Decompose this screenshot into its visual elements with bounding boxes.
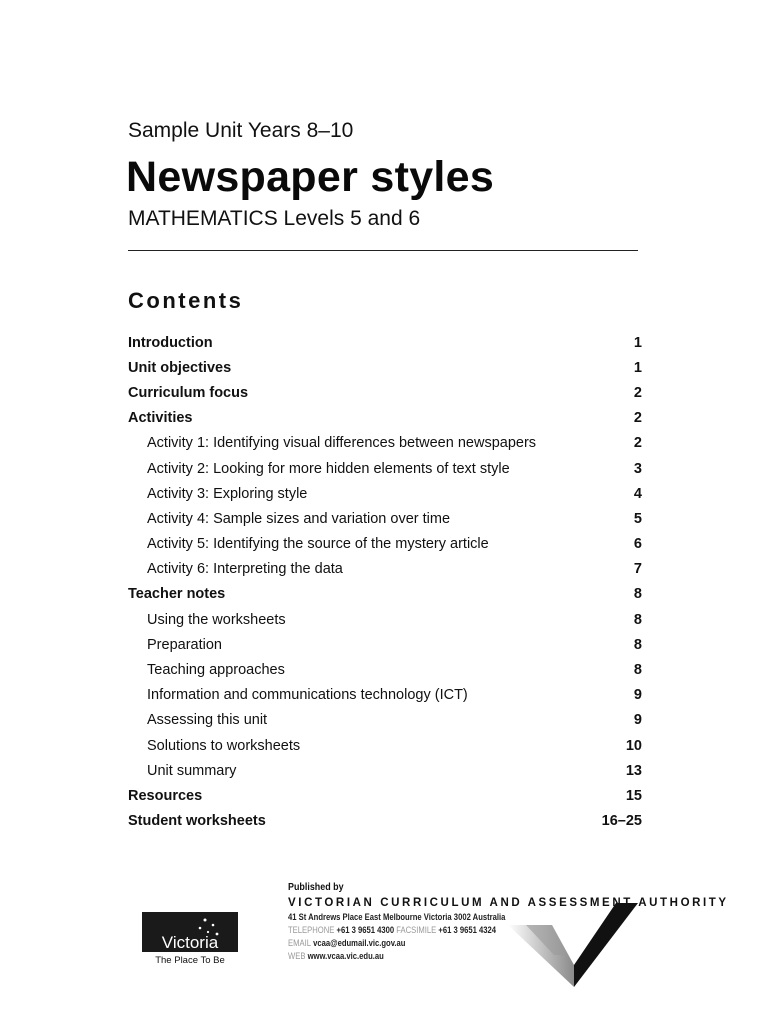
toc-entry-label: Assessing this unit	[147, 712, 268, 729]
document-title: Newspaper styles	[126, 153, 495, 201]
toc-entry-page: 2	[633, 384, 642, 401]
toc-entry-label: Teaching approaches	[147, 662, 285, 679]
toc-entry-page: 2	[633, 435, 642, 452]
telephone-label: TELEPHONE	[288, 925, 335, 935]
toc-entry-page: 10	[625, 737, 642, 754]
toc-entry[interactable]	[128, 481, 642, 506]
toc-entry-page: 2	[633, 410, 642, 427]
toc-entry[interactable]	[128, 632, 642, 657]
facsimile-label: FACSIMILE	[396, 925, 437, 935]
toc-entry[interactable]	[128, 355, 642, 380]
toc-entry-page: 8	[633, 586, 642, 603]
toc-entry-page: 1	[633, 359, 642, 376]
toc-entry[interactable]	[128, 380, 642, 405]
contents-heading: Contents	[128, 288, 244, 313]
toc-entry-page: 5	[633, 510, 642, 527]
toc-entry-page: 7	[633, 561, 642, 578]
toc-entry-label: Unit objectives	[128, 359, 232, 376]
toc-entry-label: Curriculum focus	[128, 384, 249, 401]
toc-entry-page: 13	[625, 762, 642, 779]
web-address[interactable]: www.vcaa.vic.edu.au	[307, 951, 384, 961]
toc-entry-page: 8	[633, 636, 642, 653]
toc-entry[interactable]	[128, 456, 642, 481]
toc-entry-label: Teacher notes	[128, 586, 226, 603]
toc-entry-label: Student worksheets	[128, 813, 266, 830]
toc-entry-page: 15	[625, 787, 642, 804]
header-rule	[128, 250, 638, 251]
toc-entry-page: 9	[633, 712, 642, 729]
toc-entry-label: Resources	[128, 787, 203, 804]
toc-entry[interactable]	[128, 657, 642, 682]
toc-entry-label: Activity 3: Exploring style	[147, 485, 308, 502]
toc-entry[interactable]	[128, 406, 642, 431]
telephone-number: +61 3 9651 4300	[336, 925, 395, 935]
victoria-wordmark: Victoria	[161, 933, 219, 952]
toc-entry-page: 6	[633, 536, 642, 553]
toc-entry[interactable]	[128, 783, 642, 808]
toc-entry-label: Activity 1: Identifying visual differences between newspapers	[147, 435, 537, 452]
toc-entry-page: 3	[633, 460, 642, 477]
facsimile-number: +61 3 9651 4324	[438, 925, 497, 935]
toc-entry[interactable]	[128, 557, 642, 582]
toc-entry[interactable]	[128, 683, 642, 708]
toc-entry-page: 8	[633, 611, 642, 628]
toc-entry-label: Information and communications technology (ICT)	[147, 687, 468, 704]
published-by-label: Published by	[288, 881, 344, 893]
toc-entry-page: 8	[633, 662, 642, 679]
toc-entry-label: Introduction	[128, 334, 213, 351]
toc-entry-label: Activity 6: Interpreting the data	[147, 561, 343, 578]
victoria-tagline: The Place To Be	[155, 955, 225, 966]
toc-entry-label: Unit summary	[147, 762, 237, 779]
toc-entry[interactable]	[128, 330, 642, 355]
toc-entry-label: Activities	[128, 410, 193, 427]
unit-subtitle: Sample Unit Years 8–10	[128, 119, 354, 142]
toc-entry[interactable]	[128, 733, 642, 758]
toc-entry-label: Using the worksheets	[147, 611, 286, 628]
victoria-logo	[142, 912, 238, 966]
toc-entry[interactable]	[128, 506, 642, 531]
toc-entry-label: Activity 5: Identifying the source of the mystery article	[147, 536, 489, 553]
toc-entry[interactable]	[128, 431, 642, 456]
toc-entry-label: Activity 4: Sample sizes and variation over time	[147, 510, 451, 527]
toc-entry-label: Solutions to worksheets	[147, 737, 301, 754]
subject-line: MATHEMATICS Levels 5 and 6	[128, 207, 421, 230]
vcaa-chevron-logo-icon	[508, 903, 638, 987]
toc-entry[interactable]	[128, 532, 642, 557]
web-label: WEB	[288, 951, 306, 961]
email-address[interactable]: vcaa@edumail.vic.gov.au	[313, 938, 406, 948]
toc-entry-page: 16–25	[601, 813, 642, 830]
toc-entry-page: 9	[633, 687, 642, 704]
toc-entry[interactable]	[128, 607, 642, 632]
toc-entry-page: 4	[633, 485, 642, 502]
toc-entry[interactable]	[128, 708, 642, 733]
email-label: EMAIL	[288, 938, 311, 948]
toc-entry-label: Activity 2: Looking for more hidden elements of text style	[147, 460, 510, 477]
toc-entry[interactable]	[128, 809, 642, 834]
publisher-org-name: VICTORIAN CURRICULUM AND ASSESSMENT AUTHORITY	[288, 897, 729, 909]
publisher-address: 41 St Andrews Place East Melbourne Victoria 3002 Australia	[288, 912, 506, 922]
toc-entry-page: 1	[633, 334, 642, 351]
toc-entry[interactable]	[128, 582, 642, 607]
table-of-contents	[128, 330, 642, 834]
toc-entry-label: Preparation	[147, 636, 222, 653]
toc-entry[interactable]	[128, 758, 642, 783]
